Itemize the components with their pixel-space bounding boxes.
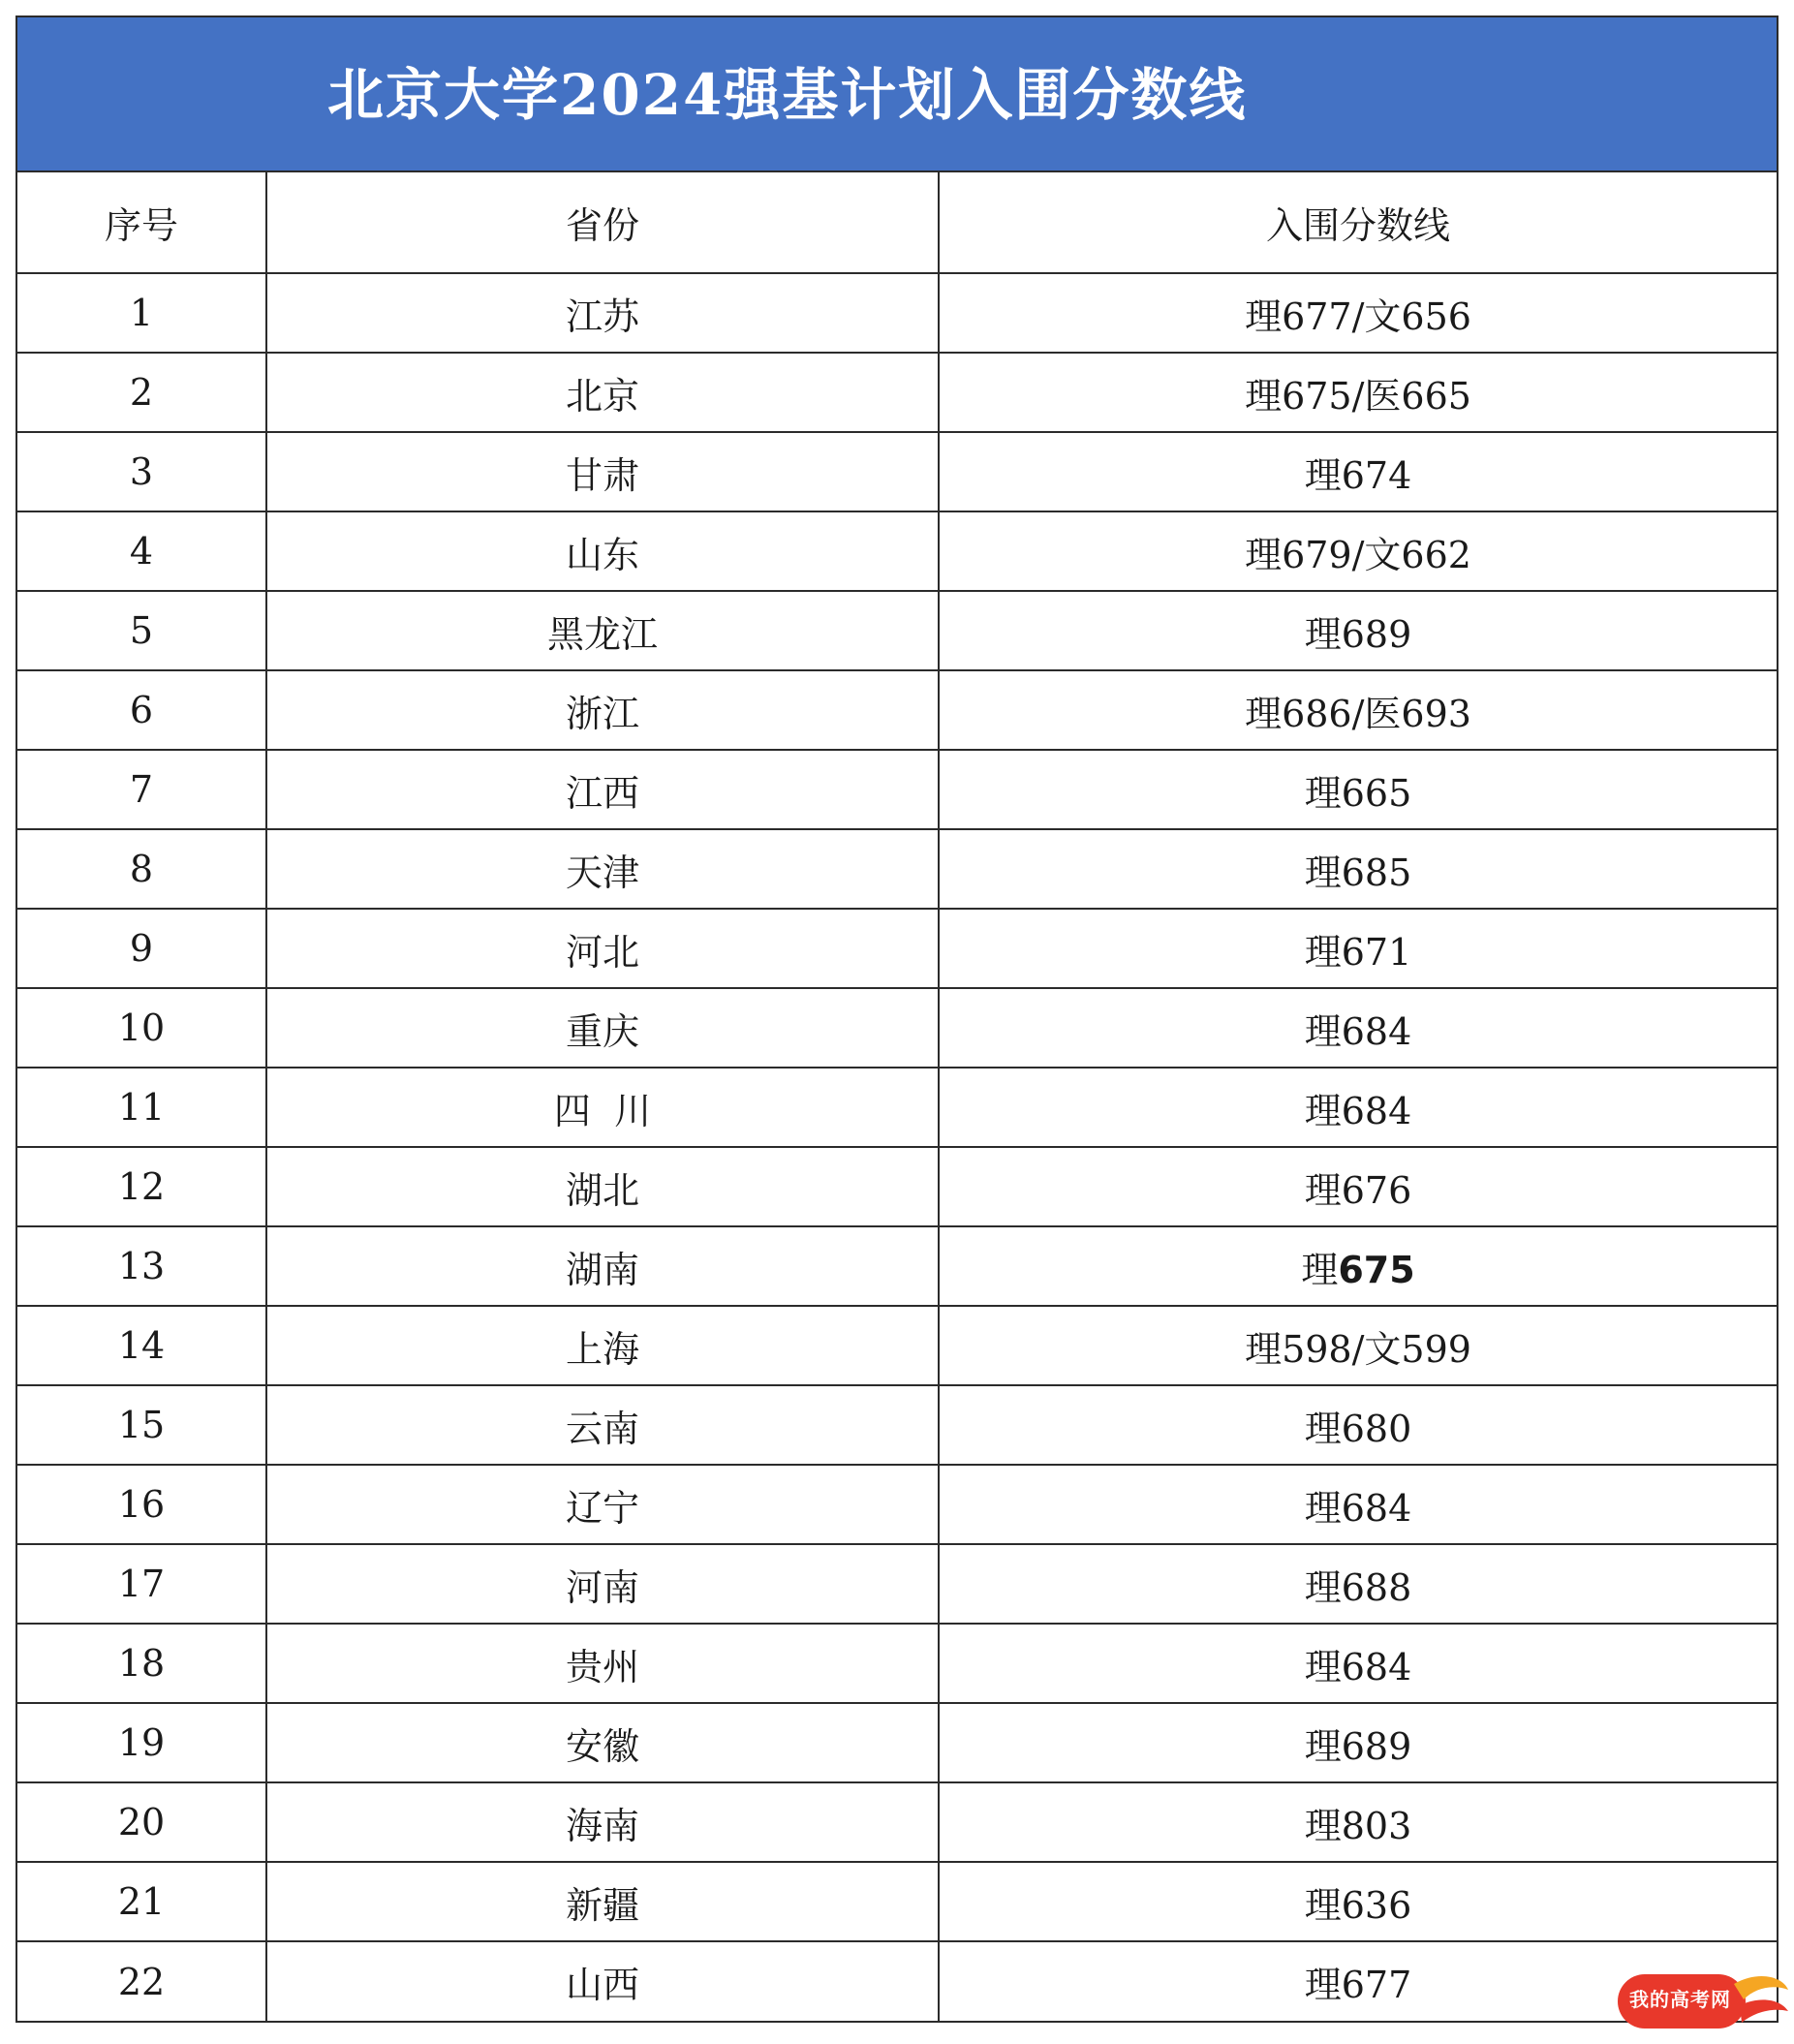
cell-index: 3 [17,432,266,511]
header-province: 省份 [266,172,939,273]
cell-score: 理684 [939,1068,1777,1147]
cell-province: 山东 [266,511,939,591]
cell-index: 19 [17,1703,266,1782]
cell-province: 江西 [266,750,939,829]
cell-province: 安徽 [266,1703,939,1782]
cell-score: 理677 [939,1941,1777,2021]
cell-province: 山西 [266,1941,939,2021]
cell-index: 16 [17,1465,266,1544]
cell-index: 5 [17,591,266,670]
cell-index: 12 [17,1147,266,1226]
table-row [17,829,1777,909]
cell-index: 11 [17,1068,266,1147]
cell-index: 7 [17,750,266,829]
cell-province: 重庆 [266,988,939,1068]
cell-score: 理685 [939,829,1777,909]
cell-score: 理676 [939,1147,1777,1226]
table-row [17,1147,1777,1226]
cell-score: 理684 [939,1465,1777,1544]
table-row [17,1782,1777,1862]
cell-index: 4 [17,511,266,591]
cell-index: 17 [17,1544,266,1624]
cell-province: 河南 [266,1544,939,1624]
cell-province: 上海 [266,1306,939,1385]
table-row [17,1385,1777,1465]
cell-score: 理686/医693 [939,670,1777,750]
cell-province: 湖南 [266,1226,939,1306]
cell-province: 湖北 [266,1147,939,1226]
cell-index: 13 [17,1226,266,1306]
cell-score: 理671 [939,909,1777,988]
cell-score: 理803 [939,1782,1777,1862]
cell-index: 8 [17,829,266,909]
cell-index: 14 [17,1306,266,1385]
table-row [17,1703,1777,1782]
table-row [17,1226,1777,1306]
cell-score: 理689 [939,1703,1777,1782]
cell-province: 江苏 [266,273,939,353]
table-row [17,1465,1777,1544]
cell-index: 21 [17,1862,266,1941]
header-score: 入围分数线 [939,172,1777,273]
cell-province: 浙江 [266,670,939,750]
cell-score: 理680 [939,1385,1777,1465]
title-bar [17,17,1777,172]
table-row [17,1306,1777,1385]
cell-province: 贵州 [266,1624,939,1703]
table-header-row [17,172,1777,273]
cell-score: 理677/文656 [939,273,1777,353]
cell-province: 新疆 [266,1862,939,1941]
cell-province: 北京 [266,353,939,432]
cell-score: 理636 [939,1862,1777,1941]
table-row [17,511,1777,591]
cell-index: 2 [17,353,266,432]
cell-province: 四 川 [266,1068,939,1147]
cell-index: 9 [17,909,266,988]
page-title: 北京大学2024强基计划入围分数线 [327,62,1248,128]
table-row [17,273,1777,353]
cell-score: 理675/医665 [939,353,1777,432]
table-row [17,1624,1777,1703]
table-row [17,1941,1777,2021]
cell-score: 理679/文662 [939,511,1777,591]
table-row [17,353,1777,432]
cell-province: 甘肃 [266,432,939,511]
cell-score [939,1226,1777,1306]
cell-index: 10 [17,988,266,1068]
table-row [17,750,1777,829]
cell-index: 1 [17,273,266,353]
cell-index: 20 [17,1782,266,1862]
table-row [17,670,1777,750]
score-sheet [15,15,1779,2023]
cell-province: 辽宁 [266,1465,939,1544]
cell-index: 15 [17,1385,266,1465]
cell-score: 理688 [939,1544,1777,1624]
cell-index: 22 [17,1941,266,2021]
table-row [17,988,1777,1068]
cell-score: 理665 [939,750,1777,829]
cell-score: 理689 [939,591,1777,670]
cell-score: 理684 [939,988,1777,1068]
header-index: 序号 [17,172,266,273]
cell-score: 理674 [939,432,1777,511]
table-row [17,1862,1777,1941]
score-prefix: 理 [1301,1248,1339,1291]
watermark-logo [1618,1967,1790,2038]
table-row [17,1544,1777,1624]
score-bold-value: 675 [1338,1248,1415,1291]
table-row [17,909,1777,988]
table-row [17,591,1777,670]
table-row [17,432,1777,511]
cell-province: 黑龙江 [266,591,939,670]
score-table [17,172,1777,2021]
watermark-text: 我的高考网 [1629,1988,1731,2011]
cell-score: 理684 [939,1624,1777,1703]
cell-index: 18 [17,1624,266,1703]
cell-province: 天津 [266,829,939,909]
cell-province: 海南 [266,1782,939,1862]
cell-index: 6 [17,670,266,750]
table-row [17,1068,1777,1147]
cell-province: 河北 [266,909,939,988]
cell-score: 理598/文599 [939,1306,1777,1385]
cell-province: 云南 [266,1385,939,1465]
